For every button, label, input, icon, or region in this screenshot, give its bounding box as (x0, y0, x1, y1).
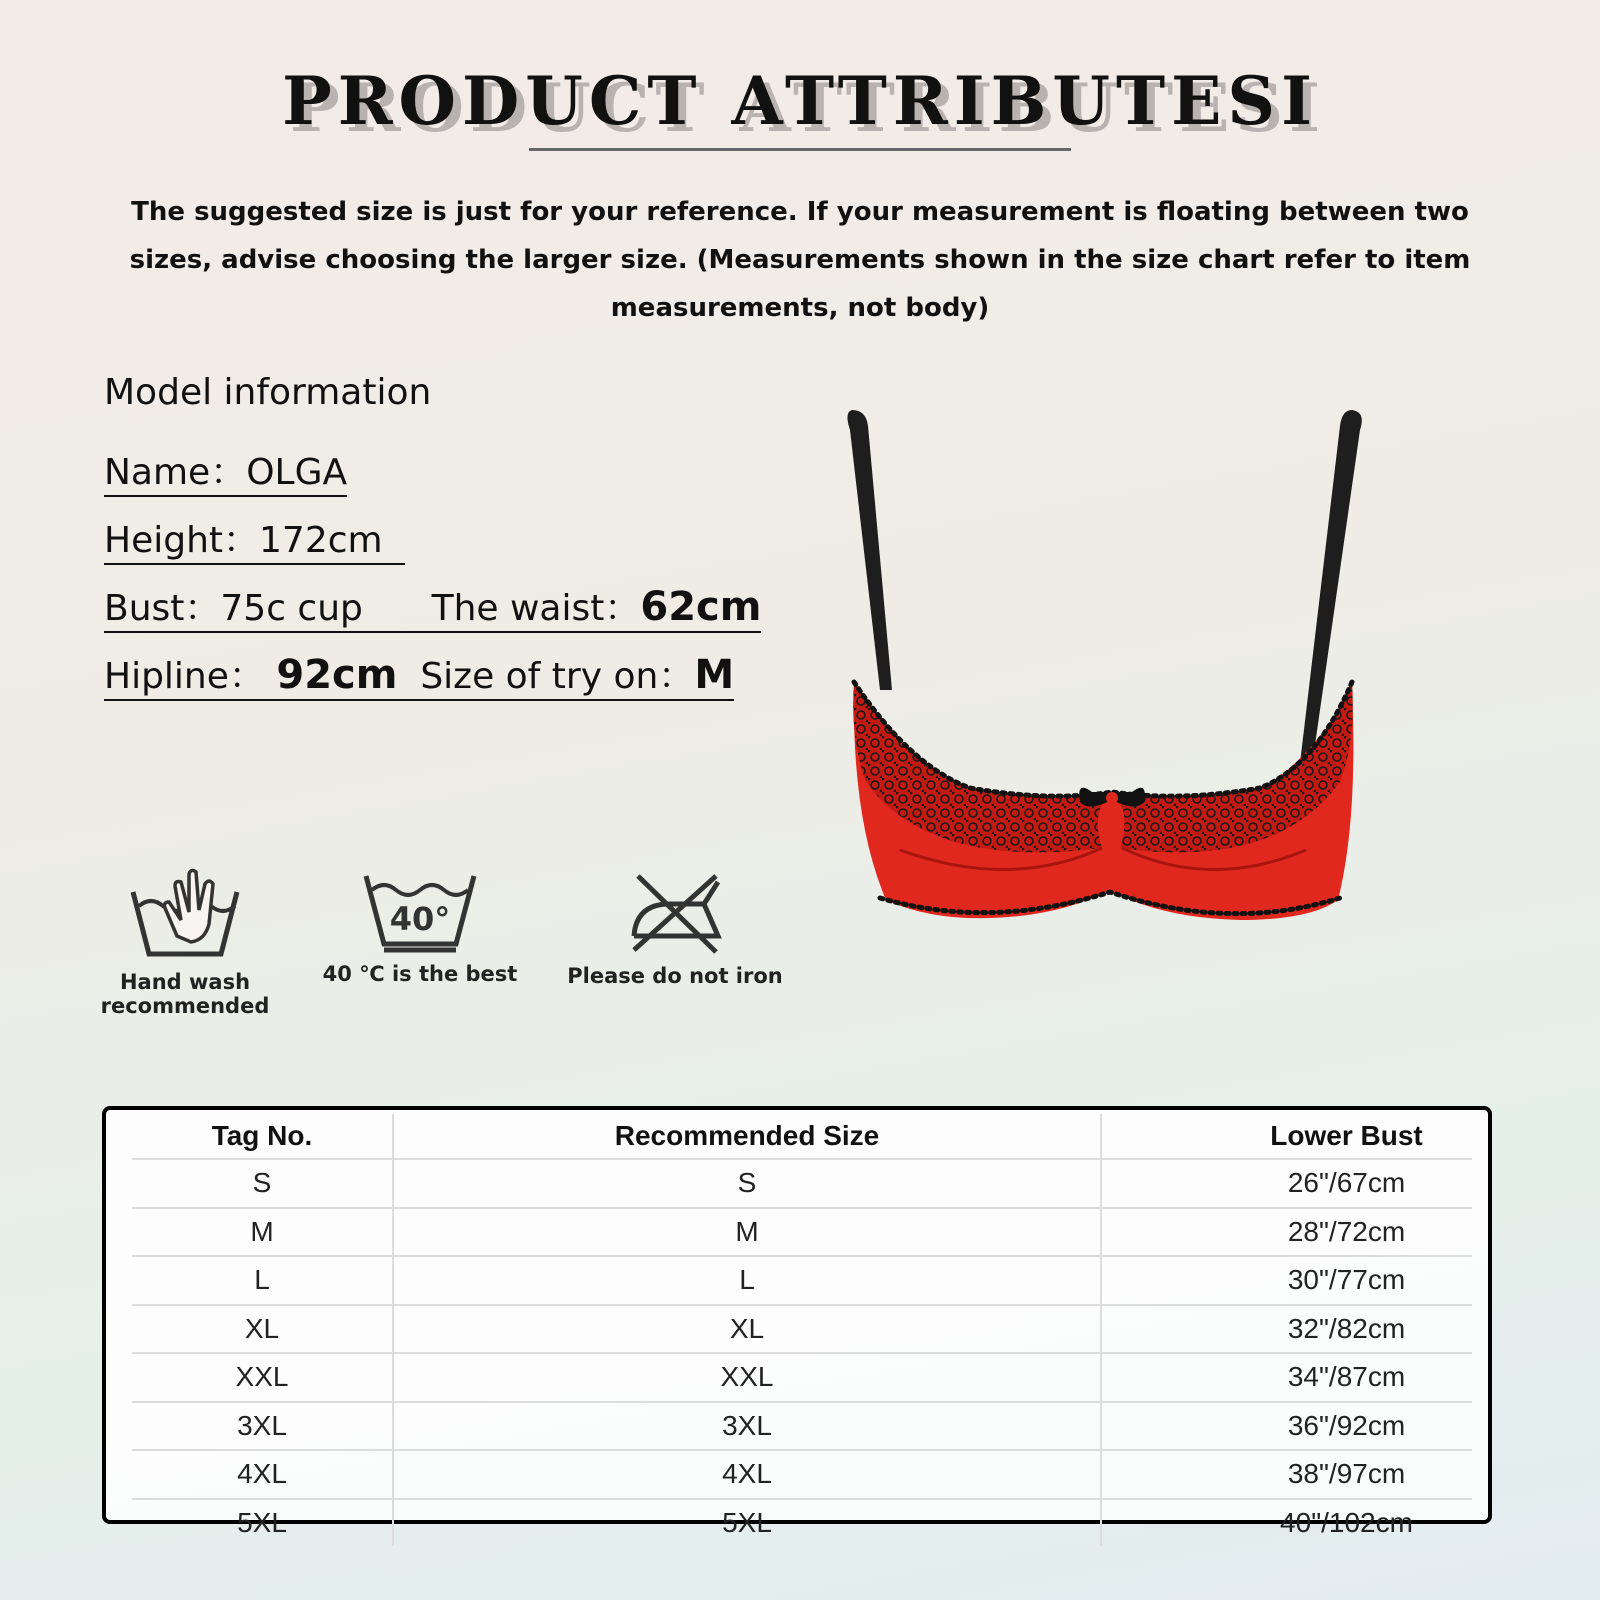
left-strap (847, 410, 892, 690)
table-cell: 34"/87cm (1101, 1353, 1472, 1402)
tryon-value: M (694, 652, 735, 698)
hip-label: Hipline： (104, 656, 265, 697)
table-cell: 36"/92cm (1101, 1402, 1472, 1451)
size-table (132, 1114, 1472, 1546)
bust-value: 75c cup (220, 588, 363, 629)
table-cell: L (393, 1256, 1101, 1305)
table-cell: XXL (132, 1353, 393, 1402)
table-row (132, 1450, 1472, 1499)
care-hand-wash (100, 862, 270, 1018)
table-cell: 5XL (132, 1499, 393, 1547)
hand-wash-line2: recommended (100, 994, 270, 1018)
model-hip-tryon-row (104, 648, 734, 701)
table-cell: L (132, 1256, 393, 1305)
temp-badge: 40° (389, 900, 451, 938)
model-info-heading: Model information (104, 372, 432, 413)
temp-text: 40 ℃ is the best (322, 962, 518, 986)
header-lower-bust: Lower Bust (1101, 1114, 1472, 1159)
name-label: Name： (104, 452, 247, 493)
table-cell: S (132, 1159, 393, 1208)
table-cell: 3XL (132, 1402, 393, 1451)
name-value: OLGA (246, 452, 348, 493)
table-row (132, 1208, 1472, 1257)
wash-40-icon (360, 870, 480, 954)
table-row (132, 1499, 1472, 1547)
table-cell: 4XL (132, 1450, 393, 1499)
waist-label: The waist： (431, 588, 641, 629)
table-cell: 3XL (393, 1402, 1101, 1451)
table-row (132, 1305, 1472, 1354)
size-note: The suggested size is just for your reference. If your measurement is floating between two sizes, advise choosing the larger size. (Measurements shown in the size chart refer to item measurements, not body) (129, 197, 1471, 323)
table-row (132, 1402, 1472, 1451)
bust-label: Bust： (104, 588, 221, 629)
table-cell: XL (393, 1305, 1101, 1354)
no-iron-text: Please do not iron (567, 964, 783, 988)
product-image (840, 400, 1400, 960)
height-label: Height： (104, 520, 260, 561)
waist-value: 62cm (640, 584, 762, 630)
hip-value: 92cm (276, 652, 398, 698)
table-cell: 30"/77cm (1101, 1256, 1472, 1305)
table-cell: 40"/102cm (1101, 1499, 1472, 1547)
table-cell: M (132, 1208, 393, 1257)
care-no-iron (560, 872, 790, 988)
model-height-row (104, 512, 405, 565)
header-tag-no: Tag No. (132, 1114, 393, 1159)
table-cell: 5XL (393, 1499, 1101, 1547)
table-cell: 32"/82cm (1101, 1305, 1472, 1354)
table-row (132, 1353, 1472, 1402)
table-cell: 26"/67cm (1287, 1167, 1406, 1199)
tryon-label: Size of try on： (420, 656, 695, 697)
header-recommended-size: Recommended Size (393, 1114, 1101, 1159)
table-cell: 4XL (393, 1450, 1101, 1499)
table-cell: XXL (393, 1353, 1101, 1402)
model-bust-waist-row (104, 580, 761, 633)
table-cell: 28"/72cm (1101, 1208, 1472, 1257)
table-cell: M (393, 1208, 1101, 1257)
size-chart (102, 1106, 1492, 1538)
title-underline (529, 148, 1071, 151)
care-wash-temperature (320, 870, 520, 986)
height-value: 172cm (259, 520, 383, 561)
table-row (132, 1256, 1472, 1305)
table-cell: XL (132, 1305, 393, 1354)
table-cell: 38"/97cm (1101, 1450, 1472, 1499)
hand-wash-line1: Hand wash (119, 970, 251, 994)
page-title: PRODUCT ATTRIBUTESI (282, 62, 1318, 140)
no-iron-icon (620, 872, 730, 956)
table-cell: S (393, 1159, 1101, 1208)
model-name-row (104, 444, 347, 497)
table-row (132, 1159, 1472, 1208)
hand-wash-icon (125, 862, 245, 962)
